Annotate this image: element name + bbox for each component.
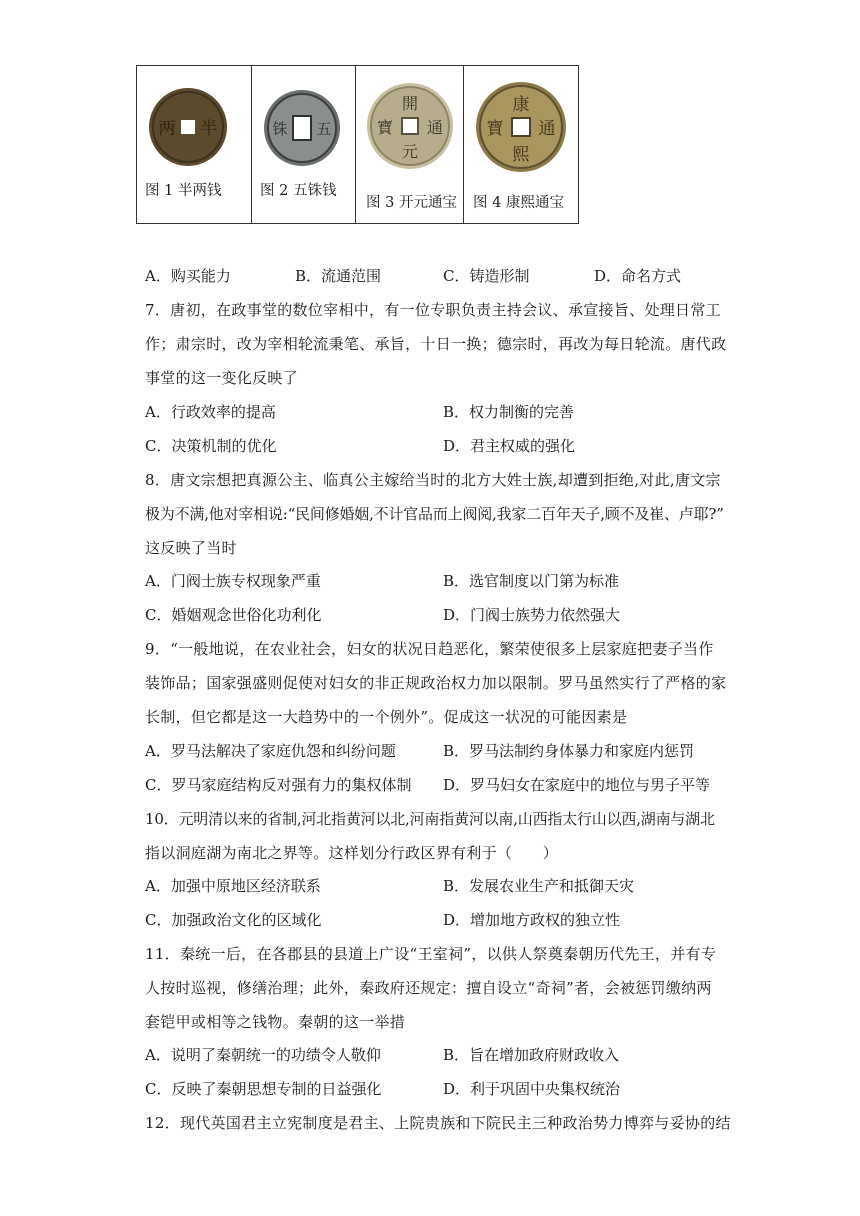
q6-option-d[interactable]: D．命名方式: [594, 267, 682, 285]
q10-option-b[interactable]: B．发展农业生产和抵御天灾: [443, 877, 635, 895]
svg-text:元: 元: [401, 142, 419, 161]
coin-cell-4: [464, 66, 579, 224]
svg-text:两: 两: [158, 119, 176, 139]
coin-cell-2: [252, 66, 356, 224]
wu-zhu-coin-image: [262, 88, 342, 168]
q7-option-d[interactable]: D．君主权威的强化: [443, 437, 576, 455]
q10-option-d[interactable]: D．增加地方政权的独立性: [443, 911, 621, 929]
q6-option-c[interactable]: C．铸造形制: [443, 267, 530, 285]
q6-option-a[interactable]: A．购买能力: [145, 267, 231, 285]
ban-liang-coin-image: [147, 86, 229, 168]
q11-option-b[interactable]: B．旨在增加政府财政收入: [443, 1046, 620, 1064]
q10-stem-line: 10．元明清以来的省制,河北指黄河以北,河南指黄河以南,山西指太行山以西,湖南与湖北: [145, 810, 715, 828]
q8-stem-line: 极为不满,他对宰相说:“民间修婚姻,不计官品而上阀阅,我家二百年天子,顾不及崔、卢耶?”: [145, 505, 724, 523]
q8-option-d[interactable]: D．门阀士族势力依然强大: [443, 606, 621, 624]
q11-option-d[interactable]: D．利于巩固中央集权统治: [443, 1080, 621, 1098]
q11-option-a[interactable]: A．说明了秦朝统一的功绩令人敬仰: [145, 1046, 381, 1064]
coin-cell-1: [137, 66, 252, 224]
q9-stem-line: 9．“一般地说，在农业社会，妇女的状况日趋恶化，繁荣使很多上层家庭把妻子当作: [145, 640, 714, 658]
q11-stem-line: 11．秦统一后，在各郡县的县道上广设“王室祠”，以供人祭奠秦朝历代先王，并有专: [145, 945, 717, 963]
svg-text:康: 康: [512, 95, 530, 115]
q7-stem-line: 作；肃宗时，改为宰相轮流秉笔、承旨，十日一换；德宗时，再改为每日轮流。唐代政: [145, 335, 727, 353]
svg-text:铢: 铢: [272, 120, 288, 138]
q8-option-c[interactable]: C．婚姻观念世俗化功利化: [145, 606, 322, 624]
figure-3-caption: 图 3 开元通宝: [366, 195, 457, 211]
q7-stem-line: 7．唐初，在政事堂的数位宰相中，有一位专职负责主持会议、承宣接旨、处理日常工: [145, 301, 721, 319]
svg-text:開: 開: [401, 94, 419, 113]
q6-option-b[interactable]: B．流通范围: [295, 267, 382, 285]
svg-text:通: 通: [426, 118, 444, 137]
figure-4-caption: 图 4 康熙通宝: [473, 195, 564, 211]
q9-stem-line: 装饰品；国家强盛则促使对妇女的非正规政治权力加以限制。罗马虽然实行了严格的家: [145, 674, 727, 692]
q11-option-c[interactable]: C．反映了秦朝思想专制的日益强化: [145, 1080, 382, 1098]
figure-1-caption: 图 1 半两钱: [145, 183, 222, 199]
q10-stem-line: 指以洞庭湖为南北之界等。这样划分行政区界有利于（ ）: [145, 844, 559, 862]
kai-yuan-tong-bao-coin-image: [365, 81, 455, 171]
q9-option-d[interactable]: D．罗马妇女在家庭中的地位与男子平等: [443, 776, 711, 794]
svg-text:寶: 寶: [486, 119, 504, 139]
q8-stem-line: 这反映了当时: [145, 539, 237, 557]
q9-option-a[interactable]: A．罗马法解决了家庭仇怨和纠纷问题: [145, 742, 396, 760]
q10-option-c[interactable]: C．加强政治文化的区域化: [145, 911, 322, 929]
q9-stem-line: 长制，但它都是这一大趋势中的一个例外”。促成这一状况的可能因素是: [145, 708, 628, 726]
svg-text:半: 半: [200, 119, 218, 139]
svg-text:熙: 熙: [512, 145, 530, 165]
q7-option-b[interactable]: B．权力制衡的完善: [443, 403, 575, 421]
svg-text:五: 五: [316, 120, 332, 138]
figure-2-caption: 图 2 五铢钱: [260, 183, 337, 199]
q9-option-b[interactable]: B．罗马法制约身体暴力和家庭内惩罚: [443, 742, 695, 760]
q9-option-c[interactable]: C．罗马家庭结构反对强有力的集权体制: [145, 776, 412, 794]
coin-figure-table: [136, 65, 579, 224]
kang-xi-tong-bao-coin-image: [474, 80, 568, 174]
q8-option-b[interactable]: B．选官制度以门第为标准: [443, 572, 620, 590]
q8-stem-line: 8．唐文宗想把真源公主、临真公主嫁给当时的北方大姓士族,却遭到拒绝,对此,唐文宗: [145, 471, 721, 489]
q7-stem-line: 事堂的这一变化反映了: [145, 369, 299, 387]
q7-option-a[interactable]: A．行政效率的提高: [145, 403, 276, 421]
q7-option-c[interactable]: C．决策机制的优化: [145, 437, 277, 455]
q10-option-a[interactable]: A．加强中原地区经济联系: [145, 877, 321, 895]
q11-stem-line: 套铠甲或相等之钱物。秦朝的这一举措: [145, 1013, 406, 1031]
svg-text:寶: 寶: [376, 118, 394, 137]
coin-cell-3: [356, 66, 464, 224]
svg-text:通: 通: [538, 119, 556, 139]
q12-stem-line: 12．现代英国君主立宪制度是君主、上院贵族和下院民主三种政治势力博弈与妥协的结: [145, 1114, 731, 1132]
q11-stem-line: 人按时巡视，修缮治理；此外，秦政府还规定：擅自设立“奇祠”者，会被惩罚缴纳两: [145, 979, 712, 997]
q8-option-a[interactable]: A．门阀士族专权现象严重: [145, 572, 321, 590]
